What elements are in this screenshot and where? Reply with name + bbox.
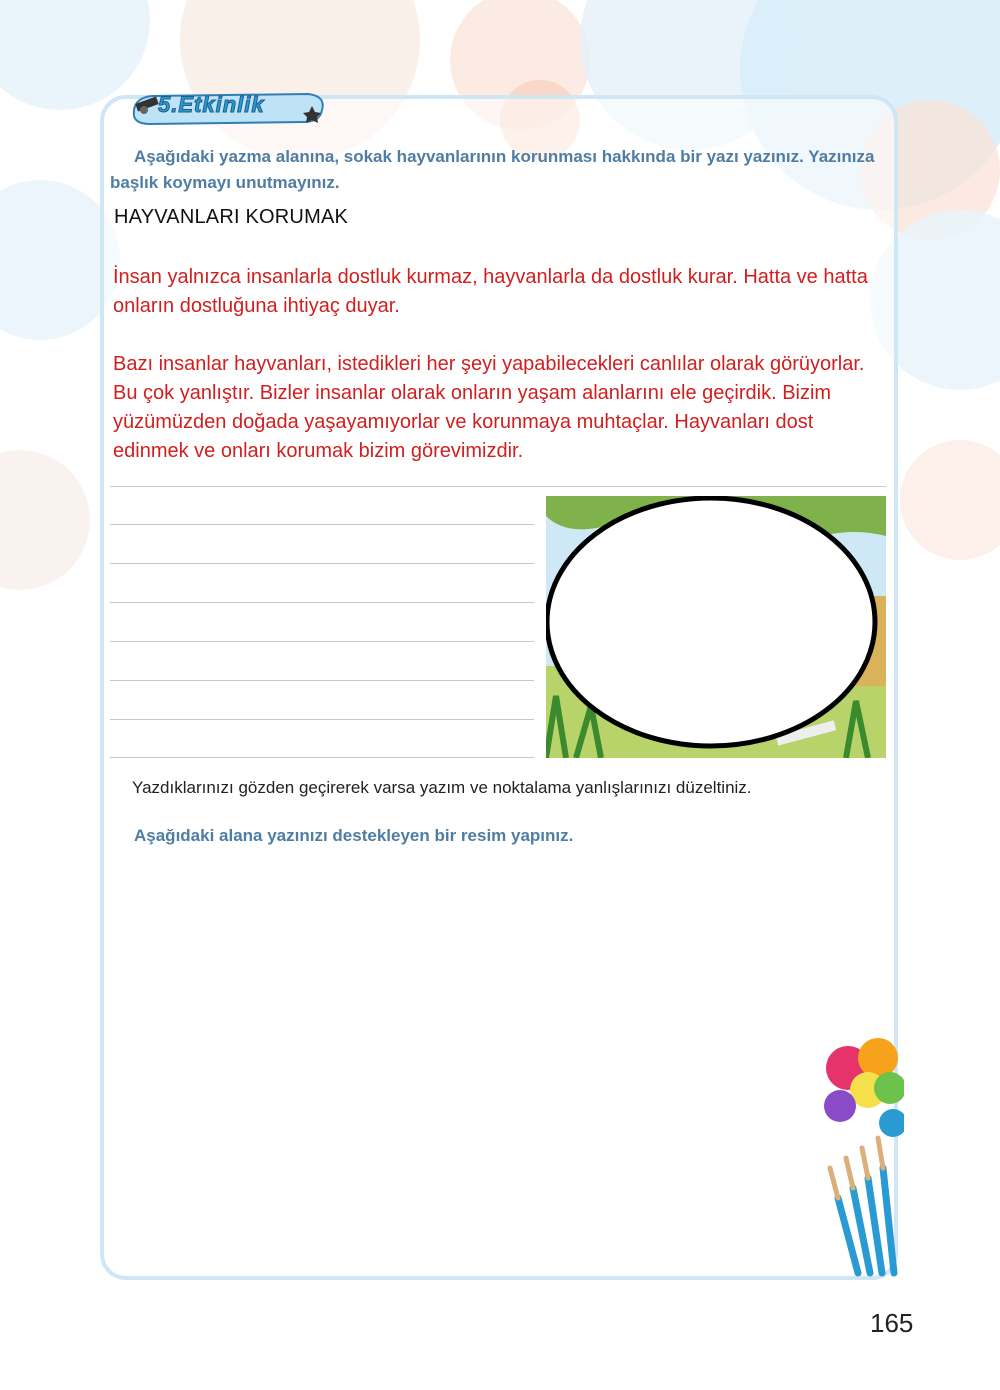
writing-line [110,719,534,720]
drawing-task: Aşağıdaki alana yazınızı destekleyen bir resim yapınız. [134,826,574,845]
writing-line [110,563,534,564]
writing-instruction: Aşağıdaki yazma alanına, sokak hayvanlarının korunması hakkında bir yazı yazınız. Yazınıza başlık koymayı unutmayınız. [110,147,875,192]
writing-line [110,602,534,603]
writing-line [110,524,534,525]
essay-title: HAYVANLARI KORUMAK [114,206,349,228]
essay-paragraph: İnsan yalnızca insanlarla dostluk kurmaz, hayvanlarla da dostluk kurar. Hatta ve hatta onların dostluğuna ihtiyaç duyar. [113,266,868,317]
activity-badge-label: 5.Etkinlik [158,92,265,117]
writing-line [110,680,534,681]
covered-oval [547,498,875,746]
writing-line [110,641,534,642]
essay-paragraph: Bazı insanlar hayvanları, istedikleri her şeyi yapabilecekleri canlılar olarak görüyorlar. Bu çok yanlıştır. Bizler insanlar olarak onların yaşam alanlarını ele geçirdik. Bizim yüzümüzden doğada yaşayamıyorlar ve korunmaya muhtaçlar. Hayvanları dost edinmek ve onları korumak bizim görevimizdir. [113,353,865,462]
animal-illustration [546,496,886,758]
writing-line [110,757,534,758]
review-note: Yazdıklarınızı gözden geçirerek varsa yazım ve noktalama yanlışlarınızı düzeltiniz. [132,778,752,797]
page-number: 165 [870,1308,914,1338]
writing-line [110,486,886,487]
paint-brushes-icon [808,1028,904,1280]
